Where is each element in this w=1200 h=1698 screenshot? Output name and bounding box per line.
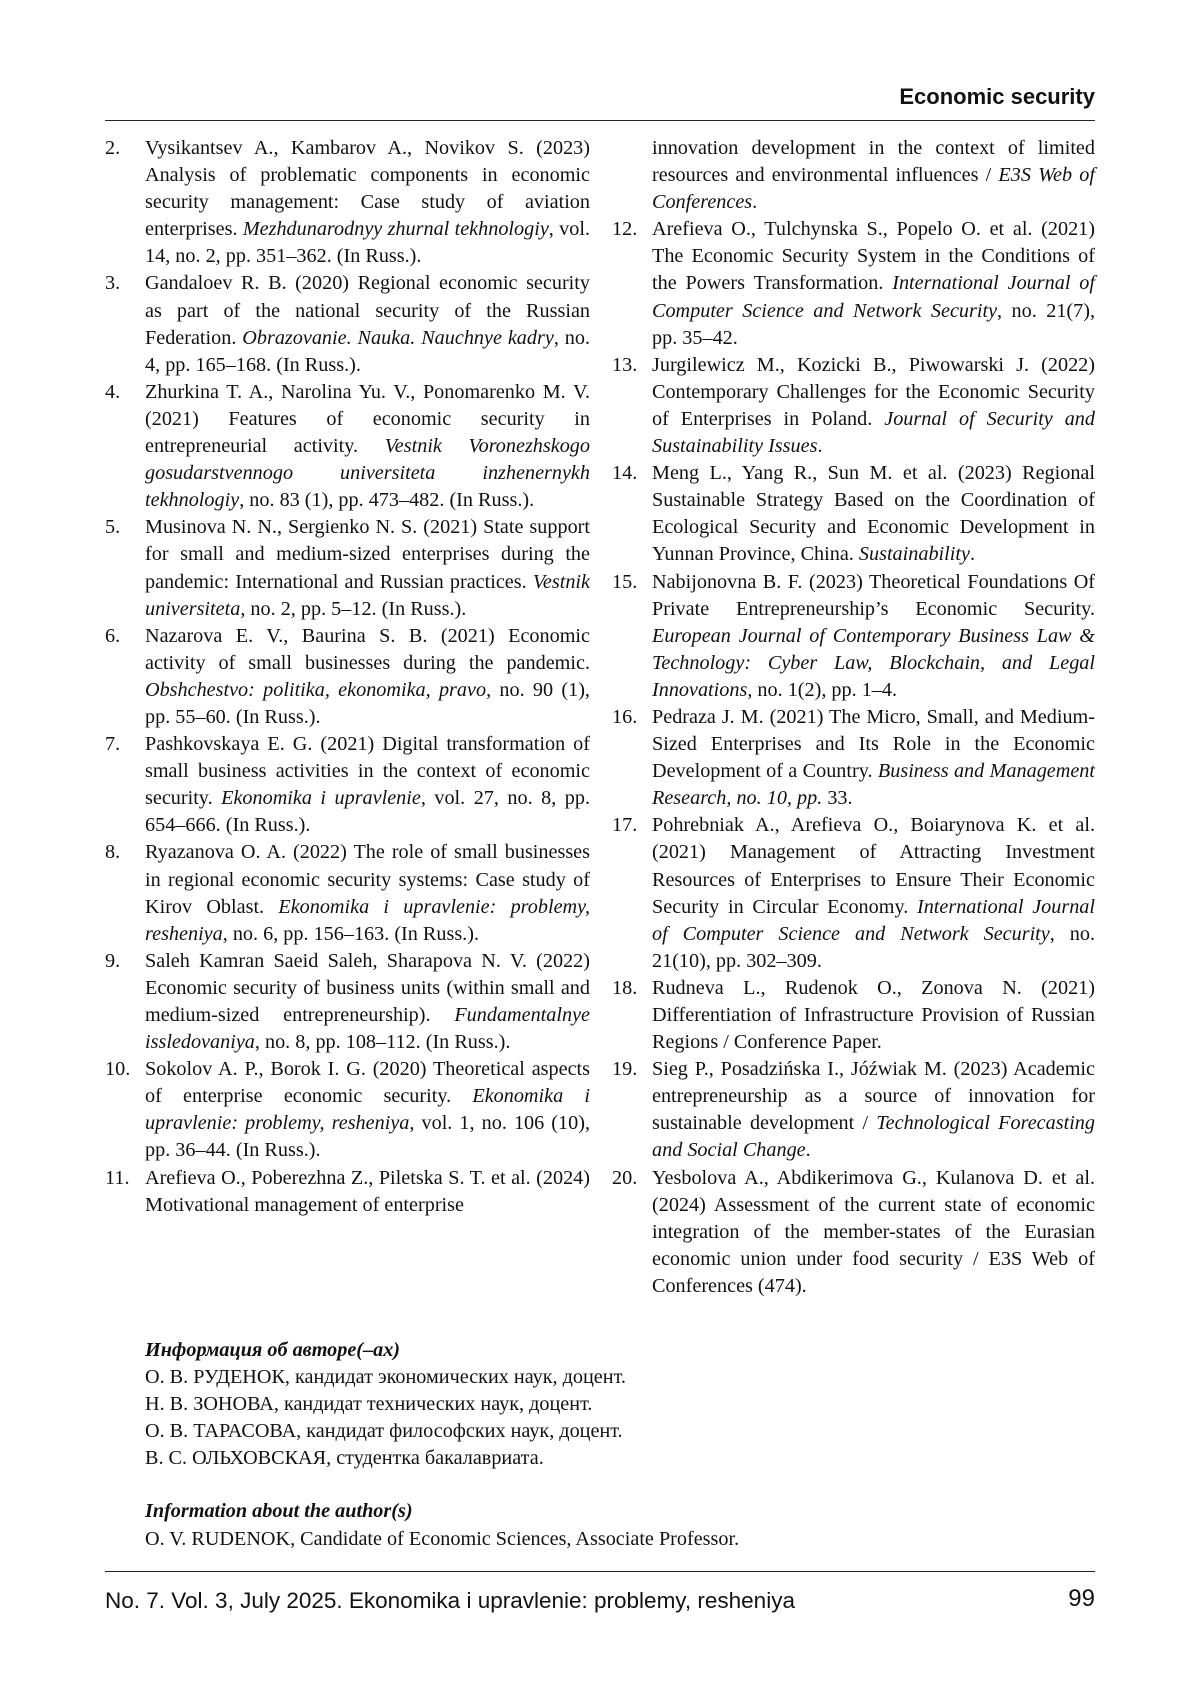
reference-authors-title: Ryazanova O. A. (2022) The role of small businesses in regional economic security systems: Case study of Kirov Oblast.: [145, 841, 590, 918]
reference-item: [612, 352, 1095, 460]
reference-item: [612, 216, 1095, 351]
reference-item: [105, 839, 590, 947]
journal-info: No. 7. Vol. 3, July 2025. Ekonomika i upravlenie: problemy, resheniya: [105, 1588, 795, 1613]
reference-item: [612, 704, 1095, 812]
reference-source: Vestnik universiteta: [145, 570, 590, 620]
reference-text: [652, 216, 1095, 351]
reference-number: 2.: [105, 137, 121, 159]
reference-item: [105, 135, 590, 270]
reference-source: Business and Management Research, no. 10, pp.: [652, 760, 1095, 810]
reference-number: 3.: [105, 272, 121, 295]
author-info: [145, 1337, 1045, 1553]
reference-item: [612, 812, 1095, 975]
reference-item: [105, 948, 590, 1056]
reference-source: Obrazovanie. Nauka. Nauchnye kadry: [242, 326, 554, 349]
reference-authors-title: innovation development in the context of limited resources and environmental influences /: [652, 137, 1095, 187]
author-line: В. С. ОЛЬХОВСКАЯ, студентка бакалавриата.: [145, 1447, 544, 1470]
reference-authors-title: Jurgilewicz M., Kozicki B., Piwowarski J. (2022) Contemporary Challenges for the Economic Security of Enterprises in Poland.: [652, 353, 1095, 430]
reference-details: .: [805, 1139, 811, 1162]
reference-source: Vestnik Voronezhskogo gosudarstvennogo universiteta inzhenernykh tekhnologiy: [145, 435, 590, 512]
reference-source: Obshchestvo: politika, ekonomika, pravo: [145, 678, 487, 701]
reference-number: 17.: [612, 814, 638, 837]
reference-item: [612, 1165, 1095, 1300]
reference-text: [652, 460, 1095, 568]
reference-item: [612, 135, 1095, 216]
reference-source: Technological Forecasting and Social Change: [652, 1112, 1095, 1162]
reference-item: [612, 569, 1095, 704]
reference-source: Ekonomika i upravlenie: [221, 787, 421, 810]
reference-source: International Journal of Computer Science and Network Security: [652, 272, 1095, 322]
reference-details: , no. 21(10), pp. 302–309.: [652, 922, 1096, 972]
reference-authors-title: Zhurkina T. A., Narolina Yu. V., Ponomarenko M. V. (2021) Features of economic security in entrepreneurial activity.: [145, 380, 590, 458]
page-number: 99: [1068, 1585, 1095, 1612]
reference-details: , no. 4, pp. 165–168. (In Russ.).: [145, 326, 591, 376]
author-info-heading-en: Information about the author(s): [145, 1500, 413, 1523]
reference-details: , no. 21(7), pp. 35–42.: [652, 299, 1095, 349]
reference-details: .: [752, 191, 758, 214]
reference-number: 4.: [105, 380, 121, 403]
reference-source: Sustainability: [858, 543, 970, 566]
reference-authors-title: Pashkovskaya E. G. (2021) Digital transformation of small business activities in the context of economic security.: [145, 733, 590, 810]
reference-text: [652, 1165, 1095, 1300]
reference-details: , vol. 14, no. 2, pp. 351–362. (In Russ.).: [145, 218, 591, 268]
reference-source: Ekonomika i upravlenie: problemy, resheniya: [145, 1085, 590, 1135]
reference-number: 13.: [612, 353, 638, 376]
reference-text: [145, 270, 590, 378]
reference-text: [145, 731, 590, 839]
reference-source: Ekonomika i upravlenie: problemy, resheniya: [145, 895, 591, 945]
reference-text: [652, 569, 1095, 704]
reference-number: 12.: [612, 218, 638, 241]
reference-item: [105, 731, 590, 839]
reference-source: Mezhdunarodnyy zhurnal tekhnologiy: [242, 218, 549, 241]
author-line: О. В. ТАРАСОВА, кандидат философских наук, доцент.: [145, 1420, 623, 1443]
reference-item: [105, 1165, 590, 1219]
reference-number: 20.: [612, 1166, 638, 1189]
reference-details: , no. 1(2), pp. 1–4.: [747, 678, 898, 701]
reference-item: [105, 623, 590, 731]
reference-details: .: [969, 543, 975, 566]
reference-authors-title: Pedraza J. M. (2021) The Micro, Small, and Medium-Sized Enterprises and Its Role in the Economic Development of a Country.: [652, 705, 1095, 783]
reference-authors-title: Vysikantsev A., Kambarov A., Novikov S. (2023) Analysis of problematic components in economic security management: Case study of aviation enterprises.: [145, 137, 590, 241]
reference-authors-title: Pohrebniak A., Arefieva O., Boiarynova K. et al. (2021) Management of Attracting Investment Resources of Enterprises to Ensure Their Economic Security in Circular Economy.: [652, 814, 1095, 918]
reference-text: [145, 1165, 590, 1219]
reference-number: 10.: [105, 1058, 131, 1081]
reference-number: 9.: [105, 949, 121, 972]
reference-number: 7.: [105, 733, 121, 756]
references-right-column: [612, 135, 1095, 1300]
reference-text: [145, 839, 590, 947]
reference-number: 15.: [612, 570, 638, 593]
reference-item: [612, 460, 1095, 568]
reference-source: Journal of Security and Sustainability Issues: [652, 407, 1095, 458]
reference-item: [612, 975, 1095, 1056]
reference-details: , no. 6, pp. 156–163. (In Russ.).: [222, 922, 480, 945]
reference-details: , no. 8, pp. 108–112. (In Russ.).: [254, 1031, 511, 1054]
reference-text: [652, 704, 1095, 812]
reference-source: E3S Web of Conferences: [652, 164, 1095, 214]
reference-authors-title: Yesbolova A., Abdikerimova G., Kulanova D. et al. (2024) Assessment of the current state of economic integration of the member-states of the Eurasian economic union under food security / E3S Web of Conferences (474).: [652, 1166, 1095, 1297]
reference-number: 8.: [105, 841, 121, 864]
reference-item: [105, 1056, 590, 1164]
author-line: О. В. РУДЕНОК, кандидат экономических наук, доцент.: [145, 1366, 626, 1389]
reference-source: European Journal of Contemporary Business Law & Technology: Cyber Law, Blockchain, and Legal Innovations: [652, 624, 1095, 701]
reference-text: [652, 975, 1095, 1056]
reference-authors-title: Arefieva O., Poberezhna Z., Piletska S. T. et al. (2024) Motivational management of enterprise: [145, 1166, 590, 1216]
reference-number: 5.: [105, 516, 121, 539]
reference-details: .: [817, 435, 823, 458]
reference-details: , vol. 27, no. 8, pp. 654–666. (In Russ.).: [145, 787, 590, 837]
reference-authors-title: Nazarova E. V., Baurina S. B. (2021) Economic activity of small businesses during the pandemic.: [145, 624, 590, 674]
reference-details: , no. 90 (1), pp. 55–60. (In Russ.).: [145, 678, 590, 728]
references-left-column: [105, 135, 590, 1219]
reference-details: 33.: [822, 787, 853, 810]
reference-text: [145, 135, 590, 270]
reference-number: 16.: [612, 705, 638, 728]
reference-details: , no. 2, pp. 5–12. (In Russ.).: [240, 597, 467, 620]
top-rule: [105, 120, 1095, 121]
reference-item: [612, 1056, 1095, 1164]
reference-text: [145, 379, 590, 514]
reference-number: 19.: [612, 1058, 638, 1081]
reference-authors-title: Rudneva L., Rudenok O., Zonova N. (2021) Differentiation of Infrastructure Provision of Russian Regions / Conference Paper.: [652, 976, 1095, 1054]
running-title: Economic security: [899, 84, 1095, 109]
reference-authors-title: Musinova N. N., Sergienko N. S. (2021) State support for small and medium-sized enterprises during the pandemic: International and Russian practices.: [145, 516, 590, 593]
reference-text: [145, 514, 590, 622]
reference-item: [105, 379, 590, 514]
reference-number: 14.: [612, 462, 638, 485]
reference-authors-title: Saleh Kamran Saeid Saleh, Sharapova N. V. (2022) Economic security of business units (within small and medium-sized entrepreneurship).: [145, 949, 590, 1026]
reference-authors-title: Sokolov A. P., Borok I. G. (2020) Theoretical aspects of enterprise economic security.: [145, 1058, 590, 1108]
reference-text: [652, 1056, 1095, 1164]
reference-text: [612, 135, 1095, 216]
reference-item: [105, 514, 590, 622]
reference-authors-title: Sieg P., Posadzińska I., Jóźwiak M. (2023) Academic entrepreneurship as a source of innovation for sustainable development /: [652, 1058, 1095, 1135]
reference-authors-title: Meng L., Yang R., Sun M. et al. (2023) Regional Sustainable Strategy Based on the Coordination of Ecological Security and Economic Development in Yunnan Province, China.: [652, 462, 1095, 566]
reference-number: 18.: [612, 976, 638, 999]
author-line: O. V. RUDENOK, Candidate of Economic Sciences, Associate Professor.: [145, 1527, 740, 1550]
reference-authors-title: Arefieva O., Tulchynska S., Popelo O. et al. (2021) The Economic Security System in the Conditions of the Powers Transformation.: [652, 218, 1095, 295]
reference-number: 11.: [105, 1166, 130, 1189]
author-line: Н. В. ЗОНОВА, кандидат технических наук, доцент.: [145, 1393, 593, 1416]
reference-source: Fundamentalnye issledovaniya: [145, 1004, 590, 1054]
reference-authors-title: Nabijonovna B. F. (2023) Theoretical Foundations Of Private Entrepreneurship’s Economic Security.: [652, 570, 1095, 620]
reference-text: [145, 623, 590, 731]
reference-details: , no. 83 (1), pp. 473–482. (In Russ.).: [239, 489, 535, 512]
reference-text: [652, 812, 1095, 975]
bottom-rule: [105, 1571, 1095, 1572]
reference-item: [105, 270, 590, 378]
reference-number: 6.: [105, 624, 121, 647]
reference-details: , vol. 1, no. 106 (10), pp. 36–44. (In Russ.).: [145, 1112, 590, 1162]
reference-text: [145, 1056, 590, 1164]
reference-authors-title: Gandaloev R. B. (2020) Regional economic security as part of the national security of the Russian Federation.: [145, 272, 590, 349]
author-info-heading-ru: Информация об авторе(–ах): [145, 1339, 401, 1361]
reference-source: International Journal of Computer Science and Network Security: [652, 895, 1095, 945]
reference-text: [145, 948, 590, 1056]
reference-text: [652, 352, 1095, 460]
